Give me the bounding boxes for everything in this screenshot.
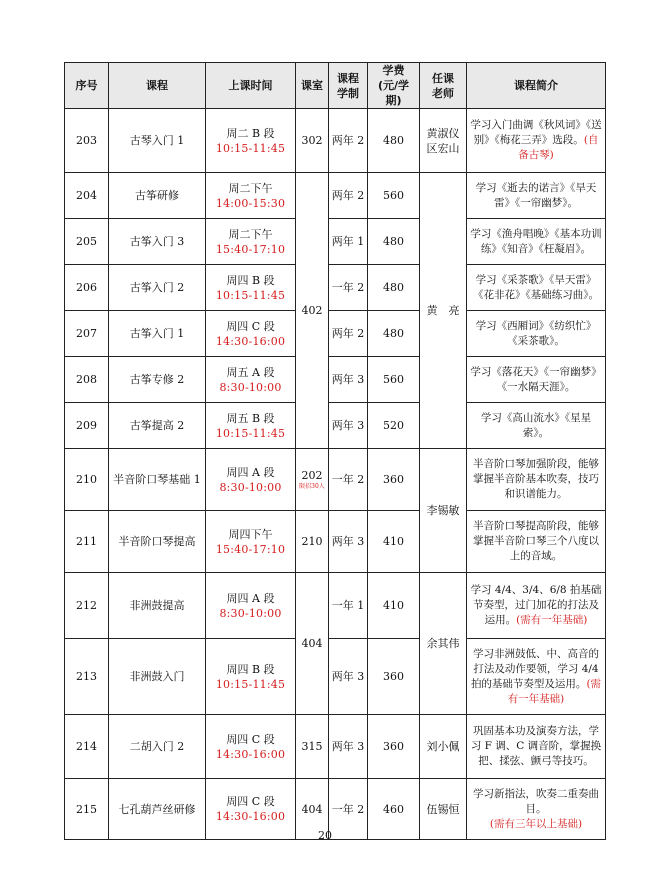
cell-id: 212	[65, 573, 109, 639]
cell-duration: 两年 3	[329, 715, 368, 779]
session-label: 周四 C 段	[226, 795, 275, 808]
room-number: 202	[301, 469, 323, 482]
intro-text: 学习新指法，吹奏二重奏曲目。	[473, 787, 599, 815]
cell-course: 半音阶口琴基础 1	[109, 449, 206, 511]
page-number: 20	[318, 829, 332, 842]
cell-duration: 两年 1	[329, 219, 368, 265]
session-label: 周五 A 段	[226, 365, 275, 379]
cell-course: 古琴入门 1	[109, 109, 206, 173]
table-row	[65, 449, 606, 511]
cell-duration: 两年 2	[329, 311, 368, 357]
intro-note: (需有三年以上基础)	[489, 817, 583, 830]
cell-id: 208	[65, 357, 109, 403]
session-label: 周四下午	[228, 527, 273, 541]
cell-fee: 410	[368, 573, 420, 639]
cell-teacher-merged: 余其伟	[420, 573, 467, 715]
time-range: 15:40-17:10	[215, 542, 286, 556]
cell-duration: 两年 3	[329, 357, 368, 403]
cell-intro: 半音阶口琴加强阶段，能够掌握半音阶基本吹奏，技巧和识谱能力。	[467, 449, 606, 511]
cell-course: 非洲鼓入门	[109, 639, 206, 715]
cell-time	[206, 715, 296, 779]
cell-intro	[467, 639, 606, 715]
session-label: 周四 B 段	[226, 662, 275, 676]
cell-room: 302	[296, 109, 329, 173]
cell-time	[206, 511, 296, 573]
intro-text: 学习 4/4、3/4、6/8 拍基础节奏型，过门加花的打法及运用。	[470, 584, 602, 626]
cell-intro: 学习《渔舟唱晚》《基本功训练》《知音》《枉凝眉》。	[467, 219, 606, 265]
cell-time	[206, 265, 296, 311]
cell-fee: 410	[368, 511, 420, 573]
header-time: 上课时间	[206, 63, 296, 109]
table-row	[65, 403, 606, 449]
cell-course: 古筝研修	[109, 173, 206, 219]
cell-id: 215	[65, 779, 109, 840]
cell-intro: 学习《高山流水》《星星索》。	[467, 403, 606, 449]
cell-fee: 560	[368, 173, 420, 219]
cell-duration: 一年 2	[329, 449, 368, 511]
intro-text: 学习非洲鼓低、中、高音的打法及动作要领，学习 4/4 拍的基础节奏型及运用。	[470, 647, 599, 690]
cell-duration: 一年 2	[329, 265, 368, 311]
cell-id: 203	[65, 109, 109, 173]
cell-teacher: 黄淑仪 区宏山	[420, 109, 467, 173]
header-row	[65, 63, 606, 109]
table-row	[65, 109, 606, 173]
time-range: 14:30-16:00	[215, 747, 286, 761]
cell-course: 古筝专修 2	[109, 357, 206, 403]
cell-duration: 两年 2	[329, 109, 368, 173]
cell-time	[206, 109, 296, 173]
cell-course: 古筝入门 1	[109, 311, 206, 357]
table-row	[65, 173, 606, 219]
cell-fee: 480	[368, 219, 420, 265]
time-range: 8:30-10:00	[219, 606, 282, 620]
cell-course: 非洲鼓提高	[109, 573, 206, 639]
course-table	[64, 62, 606, 840]
header-intro: 课程简介	[467, 63, 606, 109]
session-label: 周四 A 段	[226, 591, 275, 605]
header-duration: 课程 学制	[329, 63, 368, 109]
session-label: 周二 B 段	[226, 126, 275, 140]
cell-fee: 360	[368, 449, 420, 511]
time-range: 10:15-11:45	[215, 141, 286, 155]
header-teacher: 任课 老师	[420, 63, 467, 109]
session-label: 周四 C 段	[226, 732, 275, 746]
cell-teacher-merged: 黄 亮	[420, 173, 467, 449]
cell-course: 半音阶口琴提高	[109, 511, 206, 573]
cell-intro	[467, 109, 606, 173]
cell-duration: 一年 1	[329, 573, 368, 639]
cell-duration: 两年 3	[329, 639, 368, 715]
time-range: 10:15-11:45	[215, 426, 286, 440]
cell-time	[206, 219, 296, 265]
intro-text: 学习入门曲调《秋风词》《送别》《梅花三弄》选段。	[470, 119, 602, 146]
cell-id: 204	[65, 173, 109, 219]
cell-intro: 半音阶口琴提高阶段，能够掌握半音阶口琴三个八度以上的音域。	[467, 511, 606, 573]
cell-course: 古筝提高 2	[109, 403, 206, 449]
cell-fee: 360	[368, 715, 420, 779]
cell-fee: 560	[368, 357, 420, 403]
session-label: 周二下午	[228, 181, 273, 195]
cell-time	[206, 573, 296, 639]
intro-note: (自备古琴)	[518, 134, 599, 161]
cell-room: 315	[296, 715, 329, 779]
cell-time	[206, 173, 296, 219]
session-label: 周四 A 段	[226, 465, 275, 479]
cell-fee: 520	[368, 403, 420, 449]
cell-room: 210	[296, 511, 329, 573]
table-row	[65, 265, 606, 311]
cell-id: 206	[65, 265, 109, 311]
header-fee: 学费 (元/学期)	[368, 63, 420, 109]
time-range: 10:15-11:45	[215, 677, 286, 691]
table-row	[65, 715, 606, 779]
cell-intro: 学习《落花天》《一帘幽梦》《一水隔天涯》。	[467, 357, 606, 403]
cell-id: 211	[65, 511, 109, 573]
time-range: 14:30-16:00	[215, 810, 286, 823]
time-range: 15:40-17:10	[215, 242, 286, 256]
cell-teacher: 伍锡恒	[420, 779, 467, 840]
cell-duration: 一年 2	[329, 779, 368, 840]
cell-id: 210	[65, 449, 109, 511]
cell-intro: 学习《西厢词》《纺织忙》《采茶歌》。	[467, 311, 606, 357]
session-label: 周五 B 段	[226, 411, 275, 425]
cell-intro: 学习《逝去的诺言》《旱天雷》《一帘幽梦》。	[467, 173, 606, 219]
cell-time	[206, 403, 296, 449]
cell-duration: 两年 3	[329, 511, 368, 573]
time-range: 10:15-11:45	[215, 288, 286, 302]
session-label: 周四 B 段	[226, 273, 275, 287]
cell-teacher: 刘小佩	[420, 715, 467, 779]
intro-note: (需有一年基础)	[507, 677, 602, 705]
cell-fee: 360	[368, 639, 420, 715]
cell-duration: 两年 2	[329, 173, 368, 219]
cell-id: 209	[65, 403, 109, 449]
cell-course: 古筝入门 2	[109, 265, 206, 311]
cell-room-merged: 402	[296, 173, 329, 449]
cell-fee: 480	[368, 109, 420, 173]
cell-id: 213	[65, 639, 109, 715]
time-range: 14:30-16:00	[215, 334, 286, 348]
intro-note: (需有一年基础)	[516, 614, 588, 626]
cell-id: 205	[65, 219, 109, 265]
time-range: 8:30-10:00	[219, 380, 282, 394]
table-row	[65, 219, 606, 265]
table-row	[65, 311, 606, 357]
session-label: 周二下午	[228, 227, 273, 241]
cell-intro: 学习《采茶歌》《旱天雷》《花非花》《基础练习曲》。	[467, 265, 606, 311]
cell-time	[206, 639, 296, 715]
cell-room-merged: 404	[296, 573, 329, 715]
cell-room	[296, 449, 329, 511]
cell-fee: 480	[368, 265, 420, 311]
cell-fee: 480	[368, 311, 420, 357]
cell-intro: 巩固基本功及演奏方法，学习 F 调、C 调音阶，掌握换把、揉弦、颤弓等技巧。	[467, 715, 606, 779]
header-course: 课程	[109, 63, 206, 109]
cell-course: 七孔葫芦丝研修	[109, 779, 206, 840]
header-room: 课室	[296, 63, 329, 109]
table-row	[65, 511, 606, 573]
header-id: 序号	[65, 63, 109, 109]
cell-room: 404	[296, 779, 329, 840]
cell-time	[206, 311, 296, 357]
time-range: 14:00-15:30	[215, 196, 286, 210]
cell-id: 207	[65, 311, 109, 357]
time-range: 8:30-10:00	[219, 480, 282, 494]
table-row	[65, 573, 606, 639]
cell-course: 二胡入门 2	[109, 715, 206, 779]
room-capacity-note: 限招30人	[299, 483, 325, 490]
session-label: 周四 C 段	[226, 319, 275, 333]
cell-fee: 460	[368, 779, 420, 840]
cell-course: 古筝入门 3	[109, 219, 206, 265]
cell-duration: 两年 3	[329, 403, 368, 449]
cell-teacher-merged: 李锡敏	[420, 449, 467, 573]
cell-intro	[467, 573, 606, 639]
cell-time	[206, 357, 296, 403]
cell-time	[206, 449, 296, 511]
cell-id: 214	[65, 715, 109, 779]
table-row	[65, 357, 606, 403]
table-row	[65, 639, 606, 715]
